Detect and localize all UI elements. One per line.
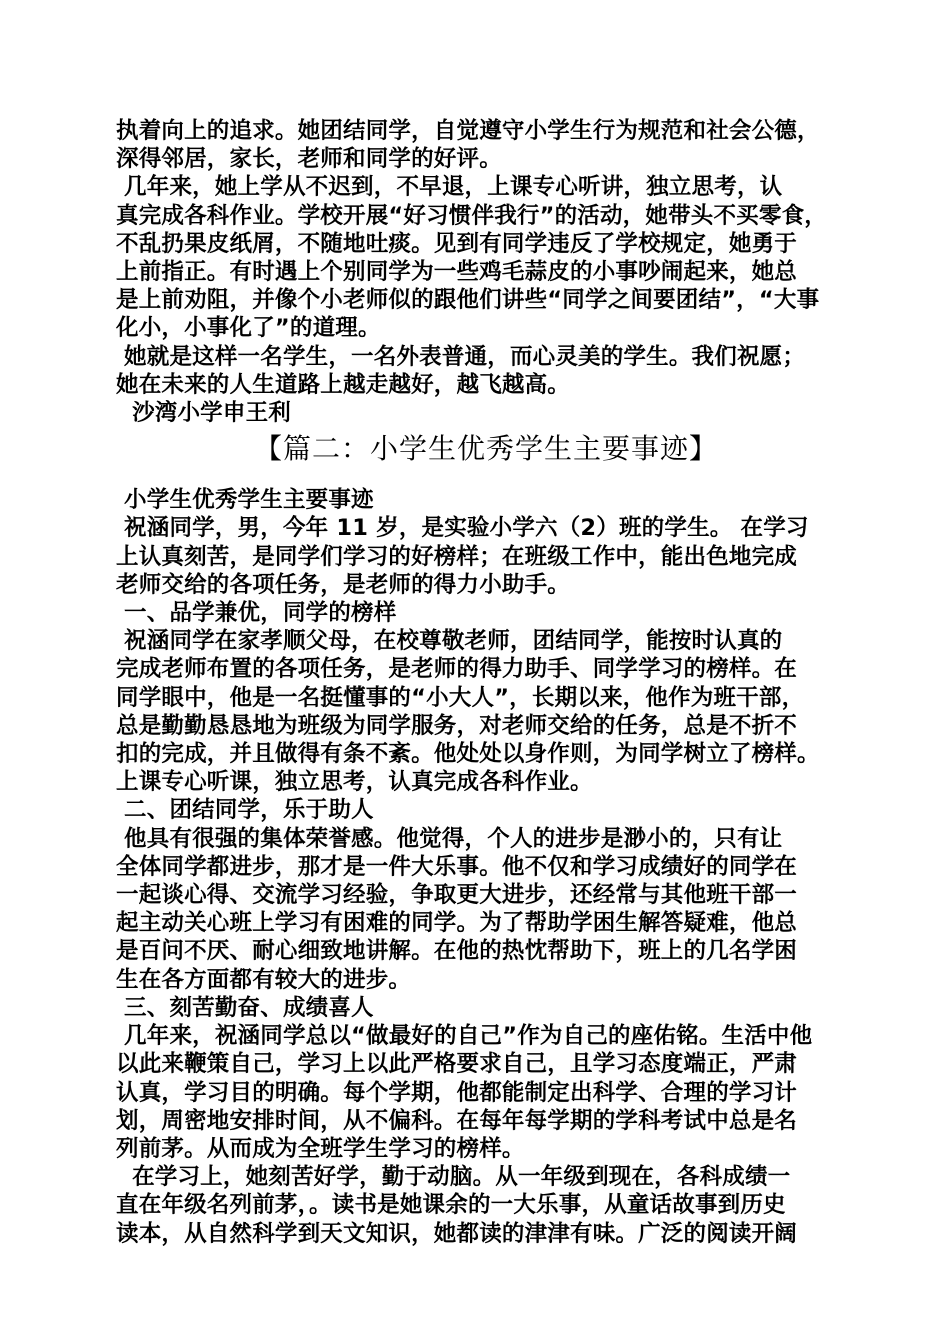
text-line: 同学眼中，他是一名挺懂事的“小大人”，长期以来，他作为班干部，: [116, 684, 805, 711]
text-line: 起主动关心班上学习有困难的同学。为了帮助学困生解答疑难，他总: [116, 910, 798, 937]
text-line: 几年来，她上学从不迟到，不早退，上课专心听讲，独立思考，认: [116, 174, 783, 201]
text-line: 直在年级名列前茅，。读书是她课余的一大乐事，从童话故事到历史: [116, 1192, 786, 1219]
essay-part-two: [116, 486, 846, 1247]
text-line: 她就是这样一名学生，一名外表普通，而心灵美的学生。我们祝愿；: [116, 343, 806, 370]
text-line: 真完成各科作业。学校开展“好习惯伴我行”的活动，她带头不买零食，: [116, 202, 827, 229]
text-line: 不乱扔果皮纸屑，不随地吐痰。见到有同学违反了学校规定，她勇于: [116, 230, 798, 257]
text-line: 祝涵同学，男，今年 11 岁，是实验小学六（2）班的学生。 在学习: [116, 515, 809, 542]
text-line: 读本，从自然科学到天文知识，她都读的津津有味。广泛的阅读开阔: [116, 1220, 798, 1247]
document-body: [116, 117, 846, 1248]
section-spacer: [116, 474, 846, 486]
text-line: 是上前劝阻，并像个小老师似的跟他们讲些“同学之间要团结”，“大事: [116, 287, 820, 314]
text-line: 上前指正。有时遇上个别同学为一些鸡毛蒜皮的小事吵闹起来，她总: [116, 259, 798, 286]
text-line: 上认真刻苦，是同学们学习的好榜样；在班级工作中，能出色地完成: [116, 543, 798, 570]
text-line: 二、团结同学，乐于助人: [116, 797, 374, 824]
text-line: 扣的完成，并且做得有条不紊。他处处以身作则，为同学树立了榜样。: [116, 741, 820, 768]
text-line: 上课专心听课，独立思考，认真完成各科作业。: [116, 769, 593, 796]
text-line: 执着向上的追求。她团结同学，自觉遵守小学生行为规范和社会公德，: [116, 118, 820, 144]
text-line: 一、品学兼优，同学的榜样: [116, 600, 397, 627]
essay-part-one: [116, 117, 846, 427]
text-line: 几年来，祝涵同学总以“做最好的自己”作为自己的座佑铭。生活中他: [116, 1023, 813, 1050]
text-line: 认真，学习目的明确。每个学期，他都能制定出科学、合理的学习计: [116, 1079, 798, 1106]
text-line: 生在各方面都有较大的进步。: [116, 966, 412, 993]
text-line: 划，周密地安排时间，从不偏科。在每年每学期的学科考试中总是名: [116, 1107, 798, 1134]
text-line: 深得邻居，家长，老师和同学的好评。: [116, 146, 502, 173]
text-line: 是百问不厌、耐心细致地讲解。在他的热忱帮助下，班上的几名学困: [116, 938, 798, 965]
text-line: 老师交给的各项任务，是老师的得力小助手。: [116, 571, 571, 598]
text-line: 一起谈心得、交流学习经验，争取更大进步，还经常与其他班干部一: [116, 882, 798, 909]
text-line: 祝涵同学在家孝顺父母，在校尊敬老师，团结同学，能按时认真的: [116, 628, 783, 655]
text-line: 化小，小事化了”的道理。: [116, 315, 381, 342]
text-line: 完成老师布置的各项任务，是老师的得力助手、同学学习的榜样。在: [116, 656, 798, 683]
text-line: 沙湾小学申王利: [116, 400, 291, 427]
text-line: 三、刻苦勤奋、成绩喜人: [116, 994, 374, 1021]
text-line: 在学习上，她刻苦好学，勤于动脑。从一年级到现在，各科成绩一: [116, 1164, 791, 1191]
text-line: 全体同学都进步，那才是一件大乐事。他不仅和学习成绩好的同学在: [116, 853, 798, 880]
text-line: 小学生优秀学生主要事迹: [116, 487, 374, 514]
text-line: 她在未来的人生道路上越走越好，越飞越高。: [116, 371, 571, 398]
text-line: 以此来鞭策自己，学习上以此严格要求自己，且学习态度端正，严肃: [116, 1051, 798, 1078]
section-title: 【篇二：小学生优秀学生主要事迹】: [254, 432, 719, 466]
text-line: 列前茅。从而成为全班学生学习的榜样。: [116, 1135, 525, 1162]
text-line: 他具有很强的集体荣誉感。他觉得，个人的进步是渺小的，只有让: [116, 825, 783, 852]
text-line: 总是勤勤恳恳地为班级为同学服务，对老师交给的任务，总是不折不: [116, 712, 798, 739]
